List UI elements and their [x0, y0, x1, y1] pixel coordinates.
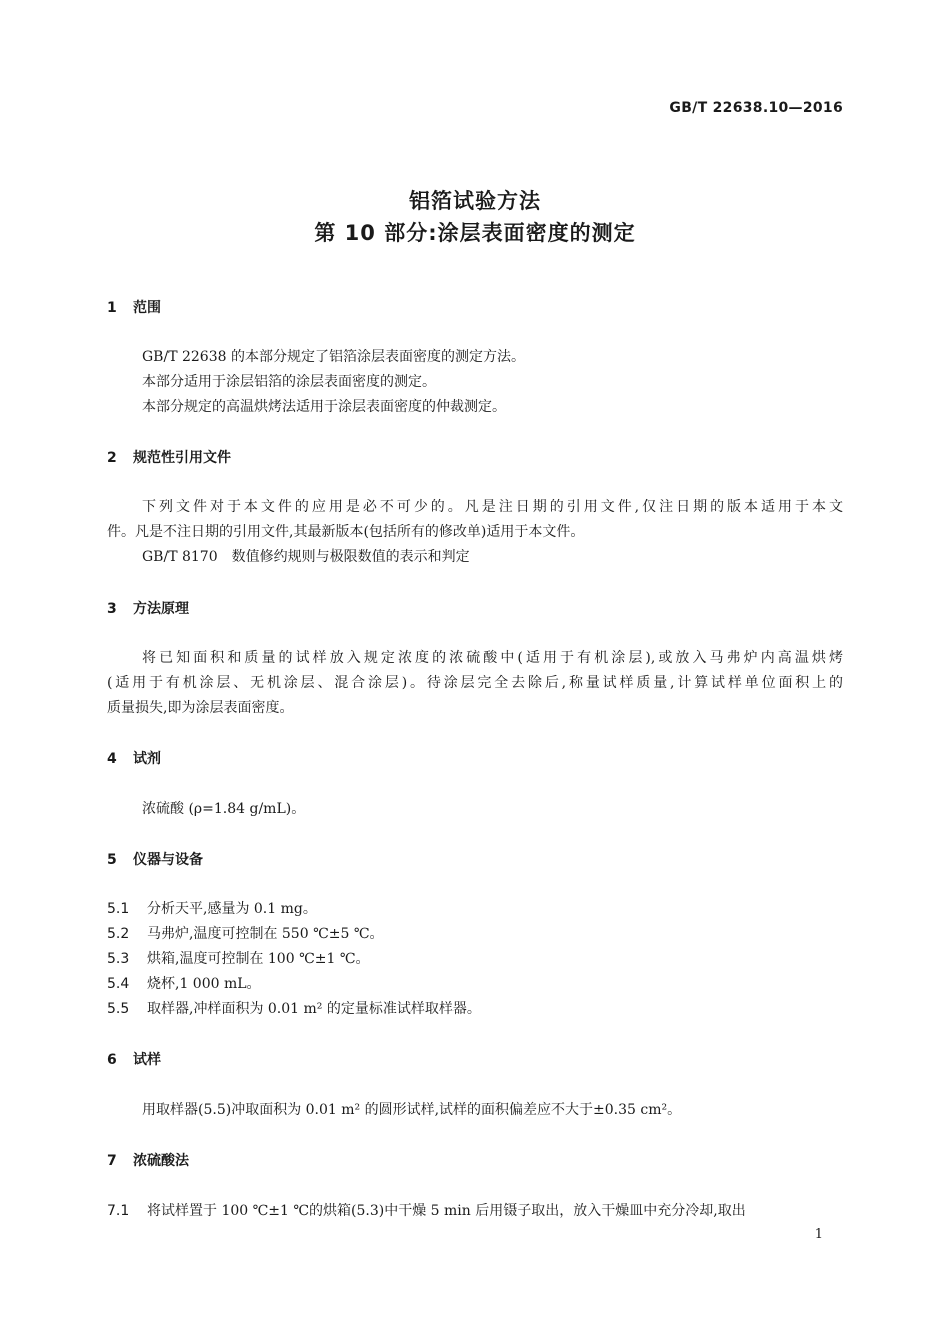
item-number: 7.1 — [107, 1203, 130, 1219]
paragraph: 用取样器(5.5)冲取面积为 0.01 m² 的圆形试样,试样的面积偏差应不大于±0.35 cm²。 — [142, 1102, 682, 1118]
list-item — [107, 898, 317, 918]
item-number: 5.5 — [107, 1001, 130, 1017]
section-7-heading — [107, 1150, 189, 1170]
section-number: 3 — [107, 601, 117, 617]
list-item — [107, 948, 369, 968]
list-item — [107, 923, 383, 943]
section-title: 仪器与设备 — [133, 852, 203, 868]
paragraph: 本部分规定的高温烘烤法适用于涂层表面密度的仲裁测定。 — [142, 399, 506, 415]
section-4-heading — [107, 748, 161, 768]
paragraph-line — [142, 496, 843, 516]
section-title: 规范性引用文件 — [133, 450, 231, 466]
paragraph-line: 质量损失,即为涂层表面密度。 — [107, 700, 294, 716]
item-text: 马弗炉,温度可控制在 550 ℃±5 ℃。 — [147, 926, 384, 942]
title-line-1: 铝箔试验方法 — [409, 189, 541, 213]
paragraph-line — [142, 647, 843, 667]
list-item — [107, 998, 481, 1018]
section-title: 试剂 — [133, 751, 161, 767]
section-1-heading — [107, 297, 161, 317]
list-item — [107, 1200, 746, 1220]
paragraph: GB/T 22638 的本部分规定了铝箔涂层表面密度的测定方法。 — [142, 349, 525, 365]
item-number: 5.1 — [107, 901, 130, 917]
paragraph: 浓硫酸 (ρ=1.84 g/mL)。 — [142, 801, 306, 817]
item-text: 烘箱,温度可控制在 100 ℃±1 ℃。 — [147, 951, 370, 967]
item-text: 烧杯,1 000 mL。 — [147, 976, 261, 992]
paragraph: 本部分适用于涂层铝箔的涂层表面密度的测定。 — [142, 374, 436, 390]
section-number: 6 — [107, 1052, 117, 1068]
item-text: 取样器,冲样面积为 0.01 m² 的定量标准试样取样器。 — [147, 1001, 481, 1017]
item-number: 5.2 — [107, 926, 130, 942]
section-number: 4 — [107, 751, 117, 767]
normative-reference: GB/T 8170 数值修约规则与极限数值的表示和判定 — [142, 549, 470, 565]
item-number: 5.3 — [107, 951, 130, 967]
item-text: 将试样置于 100 ℃±1 ℃的烘箱(5.3)中干燥 5 min 后用镊子取出，放入干燥皿中充分冷却,取出 — [147, 1203, 746, 1219]
section-number: 7 — [107, 1153, 117, 1169]
item-text: 分析天平,感量为 0.1 mg。 — [147, 901, 317, 917]
page-number: 1 — [814, 1227, 823, 1242]
text: (适用于有机涂层、无机涂层、混合涂层)。待涂层完全去除后,称量试样质量,计算试样单位面积上的 — [107, 675, 843, 691]
section-title: 浓硫酸法 — [133, 1153, 189, 1169]
section-number: 2 — [107, 450, 117, 466]
list-item — [107, 973, 261, 993]
section-title: 范围 — [133, 300, 161, 316]
section-6-heading — [107, 1049, 161, 1069]
section-number: 5 — [107, 852, 117, 868]
text: 将已知面积和质量的试样放入规定浓度的浓硫酸中(适用于有机涂层),或放入马弗炉内高温烘烤 — [142, 650, 843, 666]
item-number: 5.4 — [107, 976, 130, 992]
title-line-2: 第 10 部分:涂层表面密度的测定 — [314, 221, 636, 245]
text: 下列文件对于本文件的应用是必不可少的。凡是注日期的引用文件,仅注日期的版本适用于本文 — [142, 499, 843, 515]
section-5-heading — [107, 849, 203, 869]
section-number: 1 — [107, 300, 117, 316]
paragraph-line: 件。凡是不注日期的引用文件,其最新版本(包括所有的修改单)适用于本文件。 — [107, 524, 585, 540]
section-2-heading — [107, 447, 231, 467]
section-title: 方法原理 — [133, 601, 189, 617]
paragraph-line — [107, 672, 843, 692]
section-title: 试样 — [133, 1052, 161, 1068]
standard-number: GB/T 22638.10—2016 — [669, 100, 843, 116]
section-3-heading — [107, 598, 189, 618]
